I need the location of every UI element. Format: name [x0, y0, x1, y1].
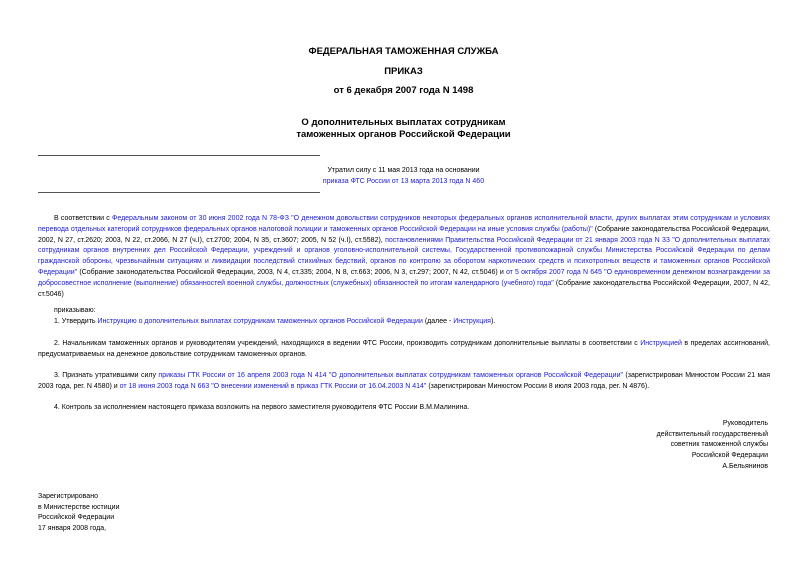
- instruction-short-link[interactable]: Инструкция: [453, 318, 491, 325]
- gtk-order-414-link[interactable]: приказы ГТК России от 16 апреля 2003 года N 414 "О дополнительных выплатах сотрудникам таможенных органов Российской Федерации": [158, 372, 623, 379]
- item-4: [38, 403, 770, 414]
- doc-subject: [0, 117, 807, 140]
- instruction-link[interactable]: Инструкцию о дополнительных выплатах сотрудникам таможенных органов Российской Федерации: [97, 318, 423, 325]
- divider-bottom: [38, 192, 320, 193]
- doc-subject-line1: О дополнительных выплатах сотрудникам: [301, 117, 506, 128]
- item1-text-3: ).: [490, 318, 496, 325]
- item2-text-2: в пределах ассигнований, предусматриваемых на денежное довольствие сотрудникам таможенных органов.: [38, 340, 770, 358]
- status-note-link[interactable]: приказа ФТС России от 13 марта 2013 года N 460: [322, 178, 485, 185]
- item3-text-2: (зарегистрирован Минюстом России 21 мая 2003 года, рег. N 4580) и: [38, 372, 770, 390]
- signature-line-2: действительный государственный: [656, 430, 768, 438]
- item-1: [38, 317, 770, 328]
- registration-line-1: Зарегистрировано: [38, 493, 98, 500]
- instruction-ref-link[interactable]: Инструкцией: [640, 340, 682, 347]
- item3-text-3: (зарегистрирован Минюстом России 8 июля 2003 года, рег. N 4876).: [426, 382, 650, 390]
- agency-title: ФЕДЕРАЛЬНАЯ ТАМОЖЕННАЯ СЛУЖБА: [308, 46, 499, 57]
- order-word: [38, 306, 770, 317]
- registration-line-2: в Министерстве юстиции: [38, 503, 120, 511]
- item1-text-1: 1. Утвердить: [54, 318, 98, 325]
- item2-text-1: 2. Начальникам таможенных органов и руководителям учреждений, находящихся в ведении ФТС России, производить сотрудникам дополнительные выплаты в соответствии с: [54, 340, 641, 347]
- doc-date-number: от 6 декабря 2007 года N 1498: [333, 85, 474, 96]
- government-decree-link[interactable]: постановлениями Правительства Российской Федерации от 21 января 2003 года N 33 "О дополнительных выплатах сотрудникам органов внутренних дел Российской Федерации, учреждений и органов уголовно-исполнительной системы, Государственной противопожарной службы Министерства Российской Федерации по делам гражданской обороны, чрезвычайным ситуациям и ликвидации последствий стихийных бедствий, органов по контролю за оборотом наркотических средств и психотропных веществ и таможенных органов Российской Федерации": [38, 236, 770, 276]
- status-note-text: Утратил силу с 11 мая 2013 года на основании: [327, 167, 480, 174]
- federal-law-link[interactable]: Федеральным законом от 30 июня 2002 года N 78-ФЗ "О денежном довольствии сотрудников некоторых федеральных органов исполнительной власти, других выплатах этим сотрудникам и условиях перевода отдельных категорий сотрудников федеральных органов налоговой полиции и таможенных органов Российской Федерации на иные условия службы (работы)": [38, 215, 770, 233]
- preamble-text-3: (Собрание законодательства Российской Федерации, 2003, N 4, ст.335; 2004, N 8, ст.663; 2006, N 3, ст.297; 2007, N 42, ст.5046) и: [77, 268, 506, 276]
- divider-top: [38, 155, 320, 156]
- signature-line-3: советник таможенной службы: [670, 441, 768, 449]
- item-2: [38, 339, 770, 361]
- registration-line-3: Российской Федерации: [38, 514, 115, 522]
- registration-block: [38, 492, 119, 535]
- doc-subject-line2: таможенных органов Российской Федерации: [296, 128, 511, 140]
- preamble-text-2: (Собрание законодательства Российской Федерации, 2002, N 27, ст.2620; 2003, N 22, ст.2066, N 27 (ч.I), ст.2700; 2004, N 35, ст.3607; 2005, N 52 (ч.I), ст.5582),: [38, 225, 770, 244]
- signature-line-5: А.Бельянинов: [722, 462, 768, 470]
- doc-type: ПРИКАЗ: [384, 66, 423, 77]
- registration-line-4: 17 января 2008 года,: [38, 525, 107, 533]
- item1-text-2: (далее -: [422, 318, 454, 325]
- signature-block: [657, 419, 768, 473]
- preamble-paragraph: [38, 214, 770, 300]
- signature-line-1: Руководитель: [722, 420, 768, 427]
- decree-645-link[interactable]: от 5 октября 2007 года N 645 "О единовременном денежном вознаграждении за добросовестное исполнение (выполнение) обязанностей военной службы, должностных (служебных) обязанностей по итогам календарного (учебного) года": [38, 268, 770, 287]
- preamble-text-4: (Собрание законодательства Российской Федерации, 2007, N 42, ст.5046): [38, 279, 771, 298]
- item4-text: 4. Контроль за исполнением настоящего приказа возложить на первого заместителя руководителя ФТС России В.М.Малинина.: [54, 404, 470, 411]
- item-3: [38, 371, 770, 393]
- signature-line-4: Российской Федерации: [691, 452, 768, 460]
- order-word-text: приказываю:: [54, 307, 96, 314]
- item3-text-1: 3. Признать утратившими силу: [54, 372, 159, 379]
- preamble-text-1: В соответствии с: [54, 215, 113, 222]
- status-note: [0, 165, 807, 187]
- gtk-order-663-link[interactable]: от 18 июня 2003 года N 663 "О внесении изменений в приказ ГТК России от 16.04.2003 N 414": [119, 382, 427, 390]
